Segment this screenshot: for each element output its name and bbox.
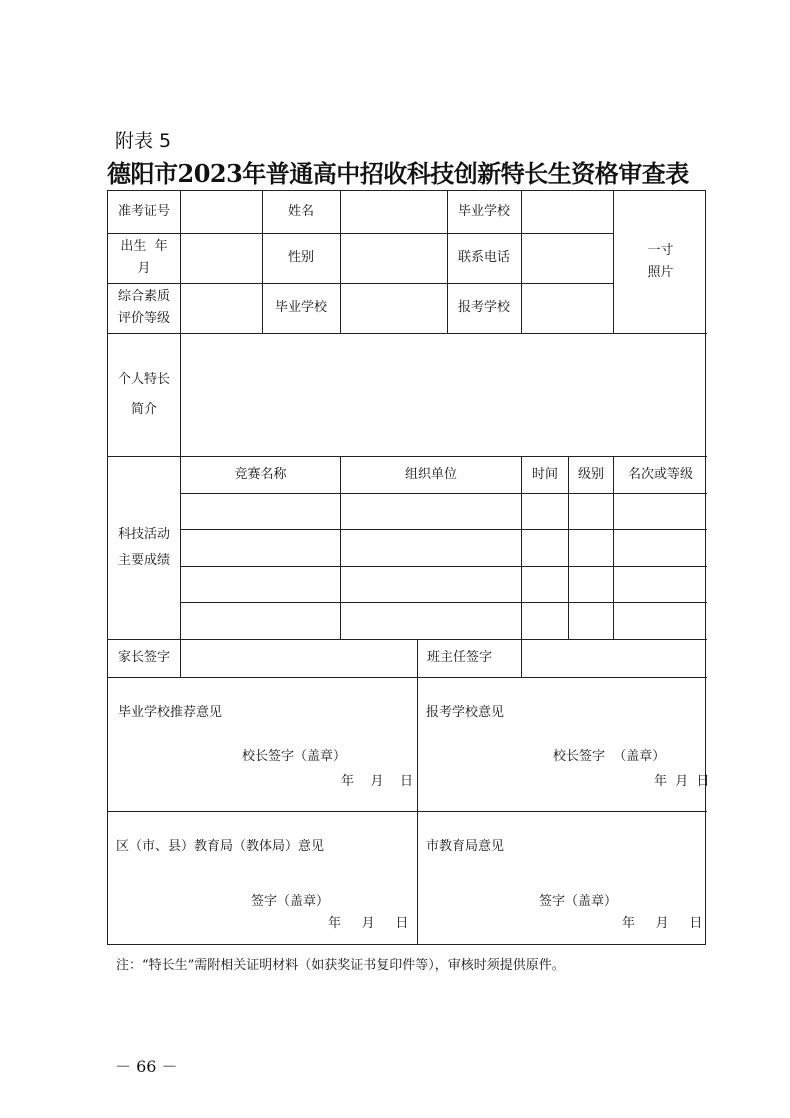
birth-field[interactable] xyxy=(181,233,262,283)
table-row-1-level[interactable] xyxy=(569,493,613,529)
table-row-3-time[interactable] xyxy=(522,566,568,602)
apply-school-field[interactable] xyxy=(522,283,613,333)
grad-school-opinion-box[interactable] xyxy=(108,677,417,811)
table-row-3-competition[interactable] xyxy=(181,566,340,602)
graduated-school-label-2: 毕业学校 xyxy=(274,300,327,315)
appendix-label: 附表 5 xyxy=(115,130,172,152)
city-opinion-title: 市教育局意见 xyxy=(426,839,505,854)
table-row-2-rank[interactable] xyxy=(614,529,707,566)
table-row-3-level[interactable] xyxy=(569,566,613,602)
table-row-2-organizer[interactable] xyxy=(341,529,521,566)
quality-label xyxy=(108,283,180,333)
name-field[interactable] xyxy=(341,191,447,233)
grad-school-opinion-date: 年 月 日 xyxy=(341,774,414,789)
quality-label-line2: 评价等级 xyxy=(117,311,170,326)
table-row-1-competition[interactable] xyxy=(181,493,340,529)
apply-school-opinion-sign: 校长签字 （盖章） xyxy=(553,749,666,764)
parent-signature-label: 家长签字 xyxy=(118,650,171,665)
specialty-label-line2: 简介 xyxy=(130,401,157,417)
achievements-label-line2: 主要成绩 xyxy=(117,552,170,568)
quality-field[interactable] xyxy=(181,283,262,333)
col-header-level: 级别 xyxy=(577,466,604,482)
city-opinion-box[interactable] xyxy=(418,811,707,945)
grad-school-opinion-title: 毕业学校推荐意见 xyxy=(118,705,223,720)
apply-school-opinion-box[interactable] xyxy=(418,677,710,811)
achievements-label-line1: 科技活动 xyxy=(117,526,170,542)
district-opinion-box[interactable] xyxy=(108,811,417,945)
table-row-4-level[interactable] xyxy=(569,602,613,639)
table-row-1-rank[interactable] xyxy=(614,493,707,529)
district-opinion-date: 年 月 日 xyxy=(328,916,409,931)
table-row-4-organizer[interactable] xyxy=(341,602,521,639)
table-row-3-organizer[interactable] xyxy=(341,566,521,602)
table-row-4-rank[interactable] xyxy=(614,602,707,639)
gender-label: 性别 xyxy=(287,250,314,265)
review-form-table xyxy=(107,190,710,945)
district-opinion-title: 区（市、县）教育局（教体局）意见 xyxy=(116,839,325,854)
city-opinion-date: 年 月 日 xyxy=(622,916,703,931)
col-header-organizer: 组织单位 xyxy=(404,466,457,482)
col-header-time: 时间 xyxy=(531,466,558,482)
birth-label-line2: 月 xyxy=(137,261,151,276)
achievements-label xyxy=(108,456,180,639)
page-number: － 66 － xyxy=(115,1057,178,1076)
graduated-school-field-2[interactable] xyxy=(341,283,447,333)
apply-school-label: 报考学校 xyxy=(457,300,510,315)
photo-label-line1: 一寸 xyxy=(647,243,674,258)
page-title: 德阳市2023年普通高中招收科技创新特长生资格审查表 xyxy=(107,159,689,188)
photo-label-line2: 照片 xyxy=(647,265,674,280)
exam-id-field[interactable] xyxy=(181,191,262,233)
col-header-rank: 名次或等级 xyxy=(627,466,693,482)
table-row-2-competition[interactable] xyxy=(181,529,340,566)
specialty-label-line1: 个人特长 xyxy=(117,371,170,387)
graduated-school-field[interactable] xyxy=(522,191,613,233)
name-label: 姓名 xyxy=(287,204,314,219)
table-row-2-level[interactable] xyxy=(569,529,613,566)
birth-label-line1: 出生 年 xyxy=(120,239,168,254)
teacher-signature-label: 班主任签字 xyxy=(427,650,493,665)
table-row-4-competition[interactable] xyxy=(181,602,340,639)
grad-school-opinion-sign: 校长签字（盖章） xyxy=(242,749,347,764)
district-opinion-sign: 签字（盖章） xyxy=(251,894,330,909)
footnote: 注：“特长生”需附相关证明材料（如获奖证书复印件等），审核时须提供原件。 xyxy=(116,958,565,973)
specialty-label xyxy=(108,333,180,456)
table-row-2-time[interactable] xyxy=(522,529,568,566)
city-opinion-sign: 签字（盖章） xyxy=(539,894,618,909)
photo-box[interactable] xyxy=(614,191,707,333)
phone-field[interactable] xyxy=(522,233,613,283)
quality-label-line1: 综合素质 xyxy=(117,289,170,304)
phone-label: 联系电话 xyxy=(457,250,510,265)
graduated-school-label: 毕业学校 xyxy=(457,204,510,219)
specialty-field[interactable] xyxy=(181,333,707,456)
exam-id-label: 准考证号 xyxy=(117,204,170,219)
table-row-1-organizer[interactable] xyxy=(341,493,521,529)
gender-field[interactable] xyxy=(341,233,447,283)
birth-label xyxy=(108,233,180,283)
col-header-competition: 竞赛名称 xyxy=(234,466,287,482)
apply-school-opinion-title: 报考学校意见 xyxy=(426,705,505,720)
table-row-1-time[interactable] xyxy=(522,493,568,529)
parent-signature-field[interactable] xyxy=(181,639,417,677)
apply-school-opinion-date: 年 月 日 xyxy=(654,774,710,789)
table-row-3-rank[interactable] xyxy=(614,566,707,602)
teacher-signature-field[interactable] xyxy=(522,639,707,677)
table-row-4-time[interactable] xyxy=(522,602,568,639)
